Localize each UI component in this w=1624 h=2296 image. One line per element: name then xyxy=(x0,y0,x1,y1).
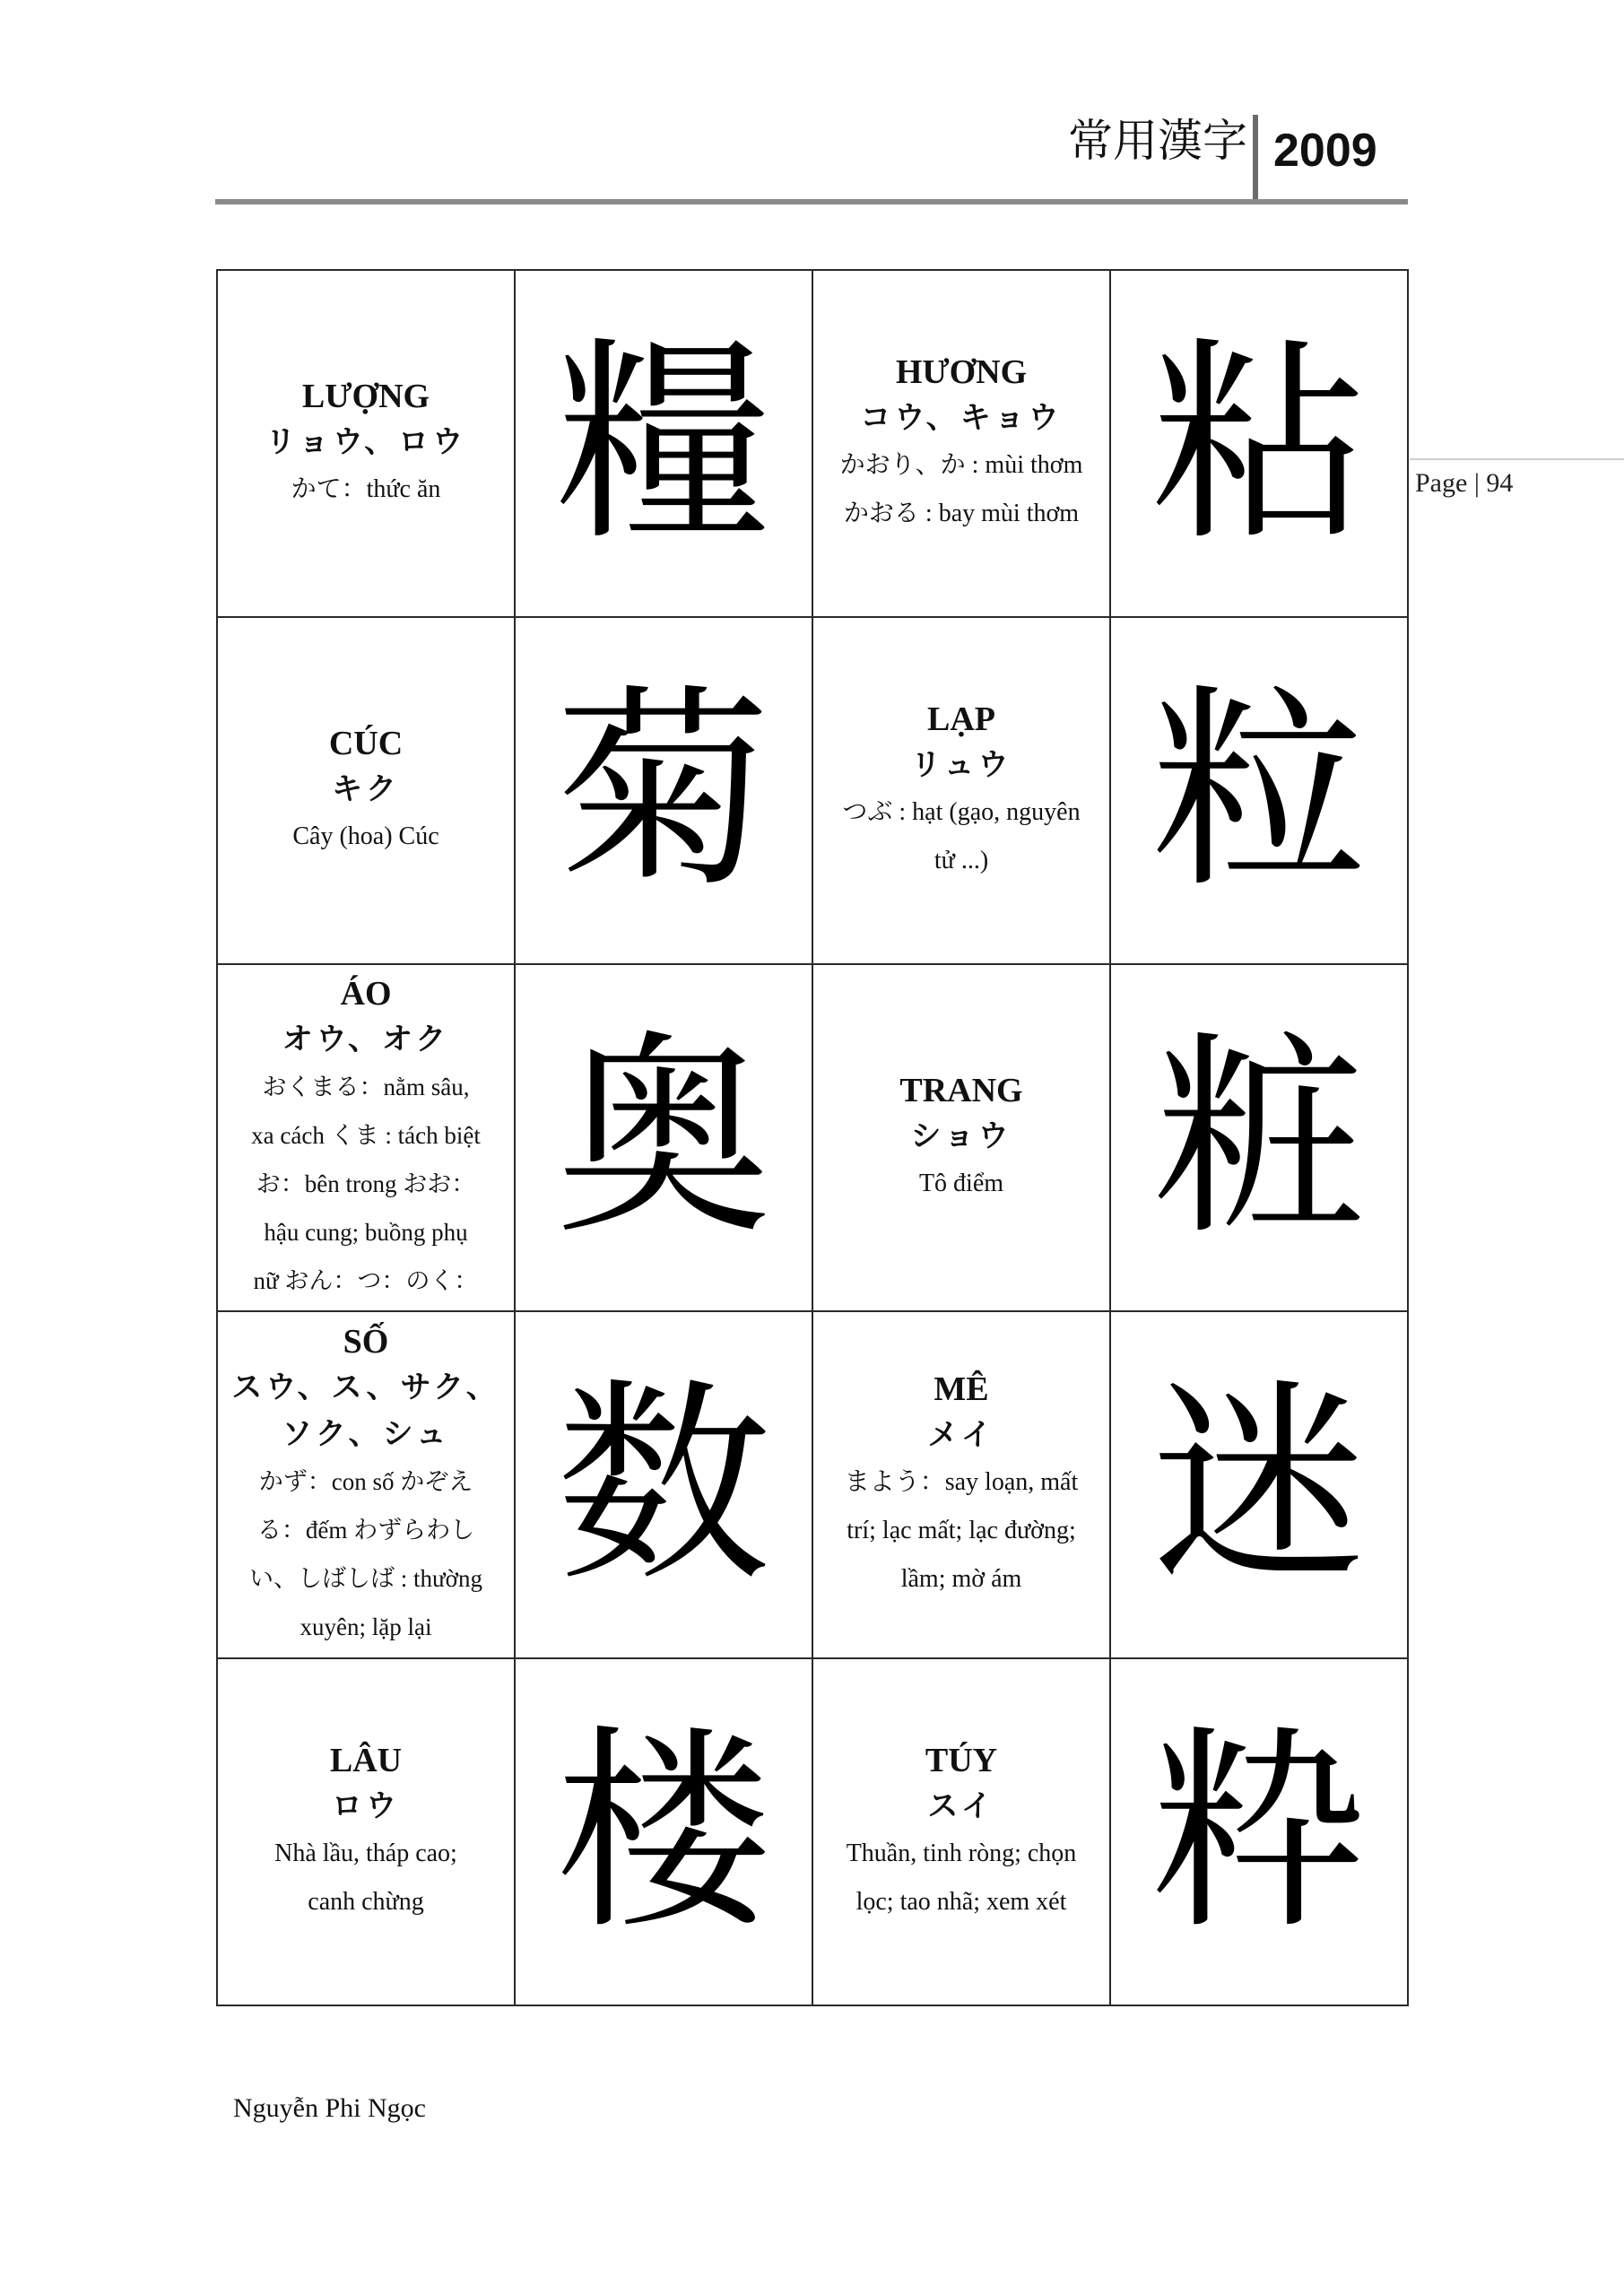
card-info-cell xyxy=(217,1658,515,2005)
card-info xyxy=(813,1068,1109,1208)
card-info xyxy=(813,1367,1109,1604)
card-info-cell xyxy=(812,1658,1110,2005)
kunyomi-line: かおる : bay mùi thơm xyxy=(843,499,1080,527)
kanji-character: 粘 xyxy=(1151,317,1367,570)
kanji-cell xyxy=(1110,617,1408,964)
onyomi-reading: リョウ、ロウ xyxy=(265,423,467,460)
hanviet-reading: LƯỢNG xyxy=(301,377,430,415)
card-info-cell xyxy=(812,964,1110,1311)
page-label: Page | 94 xyxy=(1415,468,1514,498)
kunyomi-line: Nhà lầu, tháp cao; xyxy=(274,1839,457,1867)
kanji-character: 迷 xyxy=(1151,1359,1367,1611)
kanji-cell xyxy=(1110,270,1408,617)
card-info xyxy=(218,971,514,1305)
kunyomi-line: つぶ : hạt (gạo, nguyên xyxy=(842,797,1081,826)
kunyomi-line: い、しばしば : thường xyxy=(249,1564,482,1592)
header-rule xyxy=(215,199,1408,204)
onyomi-reading: ショウ xyxy=(910,1118,1012,1154)
kanji-character: 楼 xyxy=(555,1706,771,1958)
page-label-rule xyxy=(1410,458,1624,460)
hanviet-reading: CÚC xyxy=(328,724,404,762)
kunyomi-line: lầm; mờ ám xyxy=(900,1564,1022,1593)
kunyomi-line: lọc; tao nhã; xem xét xyxy=(855,1887,1067,1916)
header-title: 常用漢字 xyxy=(1068,115,1247,167)
onyomi-reading: スウ、ス、サク、ソク、シュ xyxy=(231,1369,500,1452)
card-info-cell xyxy=(812,270,1110,617)
kunyomi-line: hậu cung; buồng phụ xyxy=(264,1218,468,1246)
kunyomi-line: かおり、か : mùi thơm xyxy=(839,450,1083,479)
hanviet-reading: MÊ xyxy=(934,1370,989,1408)
kanji-cell xyxy=(1110,1311,1408,1658)
onyomi-reading: ロウ xyxy=(332,1787,400,1824)
card-info xyxy=(218,721,514,861)
kunyomi-line: Thuần, tinh ròng; chọn xyxy=(846,1839,1077,1867)
card-info xyxy=(813,1738,1109,1926)
card-info xyxy=(813,697,1109,885)
kanji-cell xyxy=(515,270,812,617)
kunyomi-line: る：đếm わずらわし xyxy=(256,1516,475,1544)
kunyomi-line: canh chừng xyxy=(308,1887,424,1916)
grid-row xyxy=(217,964,1408,1311)
footer-author: Nguyễn Phi Ngọc xyxy=(233,2093,426,2123)
card-info-cell xyxy=(812,1311,1110,1658)
hanviet-reading: SỐ xyxy=(343,1322,389,1361)
kanji-character: 粋 xyxy=(1151,1706,1367,1958)
onyomi-reading: リュウ xyxy=(910,746,1012,783)
onyomi-reading: スイ xyxy=(927,1787,995,1824)
kunyomi-line: Tô điểm xyxy=(918,1169,1004,1197)
kunyomi-line: まよう：say loạn, mất xyxy=(844,1467,1079,1496)
kunyomi-line: tử ...) xyxy=(934,846,989,874)
kanji-character: 数 xyxy=(555,1359,771,1611)
kanji-character: 奥 xyxy=(555,1012,771,1264)
header-separator xyxy=(1253,115,1258,199)
card-info xyxy=(813,350,1109,538)
kanji-cell xyxy=(515,1658,812,2005)
kunyomi-line: trí; lạc mất; lạc đường; xyxy=(847,1516,1076,1544)
grid-row xyxy=(217,1311,1408,1658)
kunyomi-line: xuyên; lặp lại xyxy=(300,1613,432,1640)
kanji-character: 粧 xyxy=(1151,1012,1367,1264)
kanji-character: 粒 xyxy=(1151,665,1367,917)
kunyomi-line: xa cách くま : tách biệt xyxy=(251,1121,481,1149)
hanviet-reading: ÁO xyxy=(340,974,392,1013)
onyomi-reading: オウ、オク xyxy=(282,1021,450,1057)
grid-row xyxy=(217,270,1408,617)
hanviet-reading: LẠP xyxy=(927,700,995,738)
card-info xyxy=(218,1738,514,1926)
card-info xyxy=(218,1319,514,1651)
card-info-cell xyxy=(217,270,515,617)
kanji-cell xyxy=(515,617,812,964)
hanviet-reading: TÚY xyxy=(925,1741,998,1779)
kanji-character: 菊 xyxy=(555,665,771,917)
onyomi-reading: コウ、キョウ xyxy=(860,399,1063,436)
grid-row xyxy=(217,617,1408,964)
onyomi-reading: メイ xyxy=(927,1416,995,1453)
kunyomi-line: Cây (hoa) Cúc xyxy=(292,822,439,850)
hanviet-reading: LÂU xyxy=(329,1741,403,1779)
kunyomi-line: かて：thức ăn xyxy=(291,474,441,503)
card-info-cell xyxy=(217,1311,515,1658)
grid-row xyxy=(217,1658,1408,2005)
kunyomi-line: nữ おん：つ：のく： xyxy=(253,1266,479,1294)
kanji-cell xyxy=(1110,964,1408,1311)
kunyomi-line: おくまる：nằm sâu, xyxy=(262,1073,470,1100)
onyomi-reading: キク xyxy=(332,770,400,807)
card-info-cell xyxy=(217,617,515,964)
kanji-character: 糧 xyxy=(555,317,771,570)
hanviet-reading: HƯƠNG xyxy=(895,352,1028,391)
header-year: 2009 xyxy=(1273,125,1377,177)
card-info xyxy=(218,374,514,514)
kanji-cell xyxy=(515,1311,812,1658)
kanji-cell xyxy=(515,964,812,1311)
kunyomi-line: お：bên trong おお： xyxy=(256,1170,476,1197)
card-info-cell xyxy=(217,964,515,1311)
card-info-cell xyxy=(812,617,1110,964)
kanji-cell xyxy=(1110,1658,1408,2005)
kanji-card-grid xyxy=(216,269,1409,2006)
kunyomi-line: かず：con số かぞえ xyxy=(258,1467,473,1495)
hanviet-reading: TRANG xyxy=(899,1071,1023,1109)
